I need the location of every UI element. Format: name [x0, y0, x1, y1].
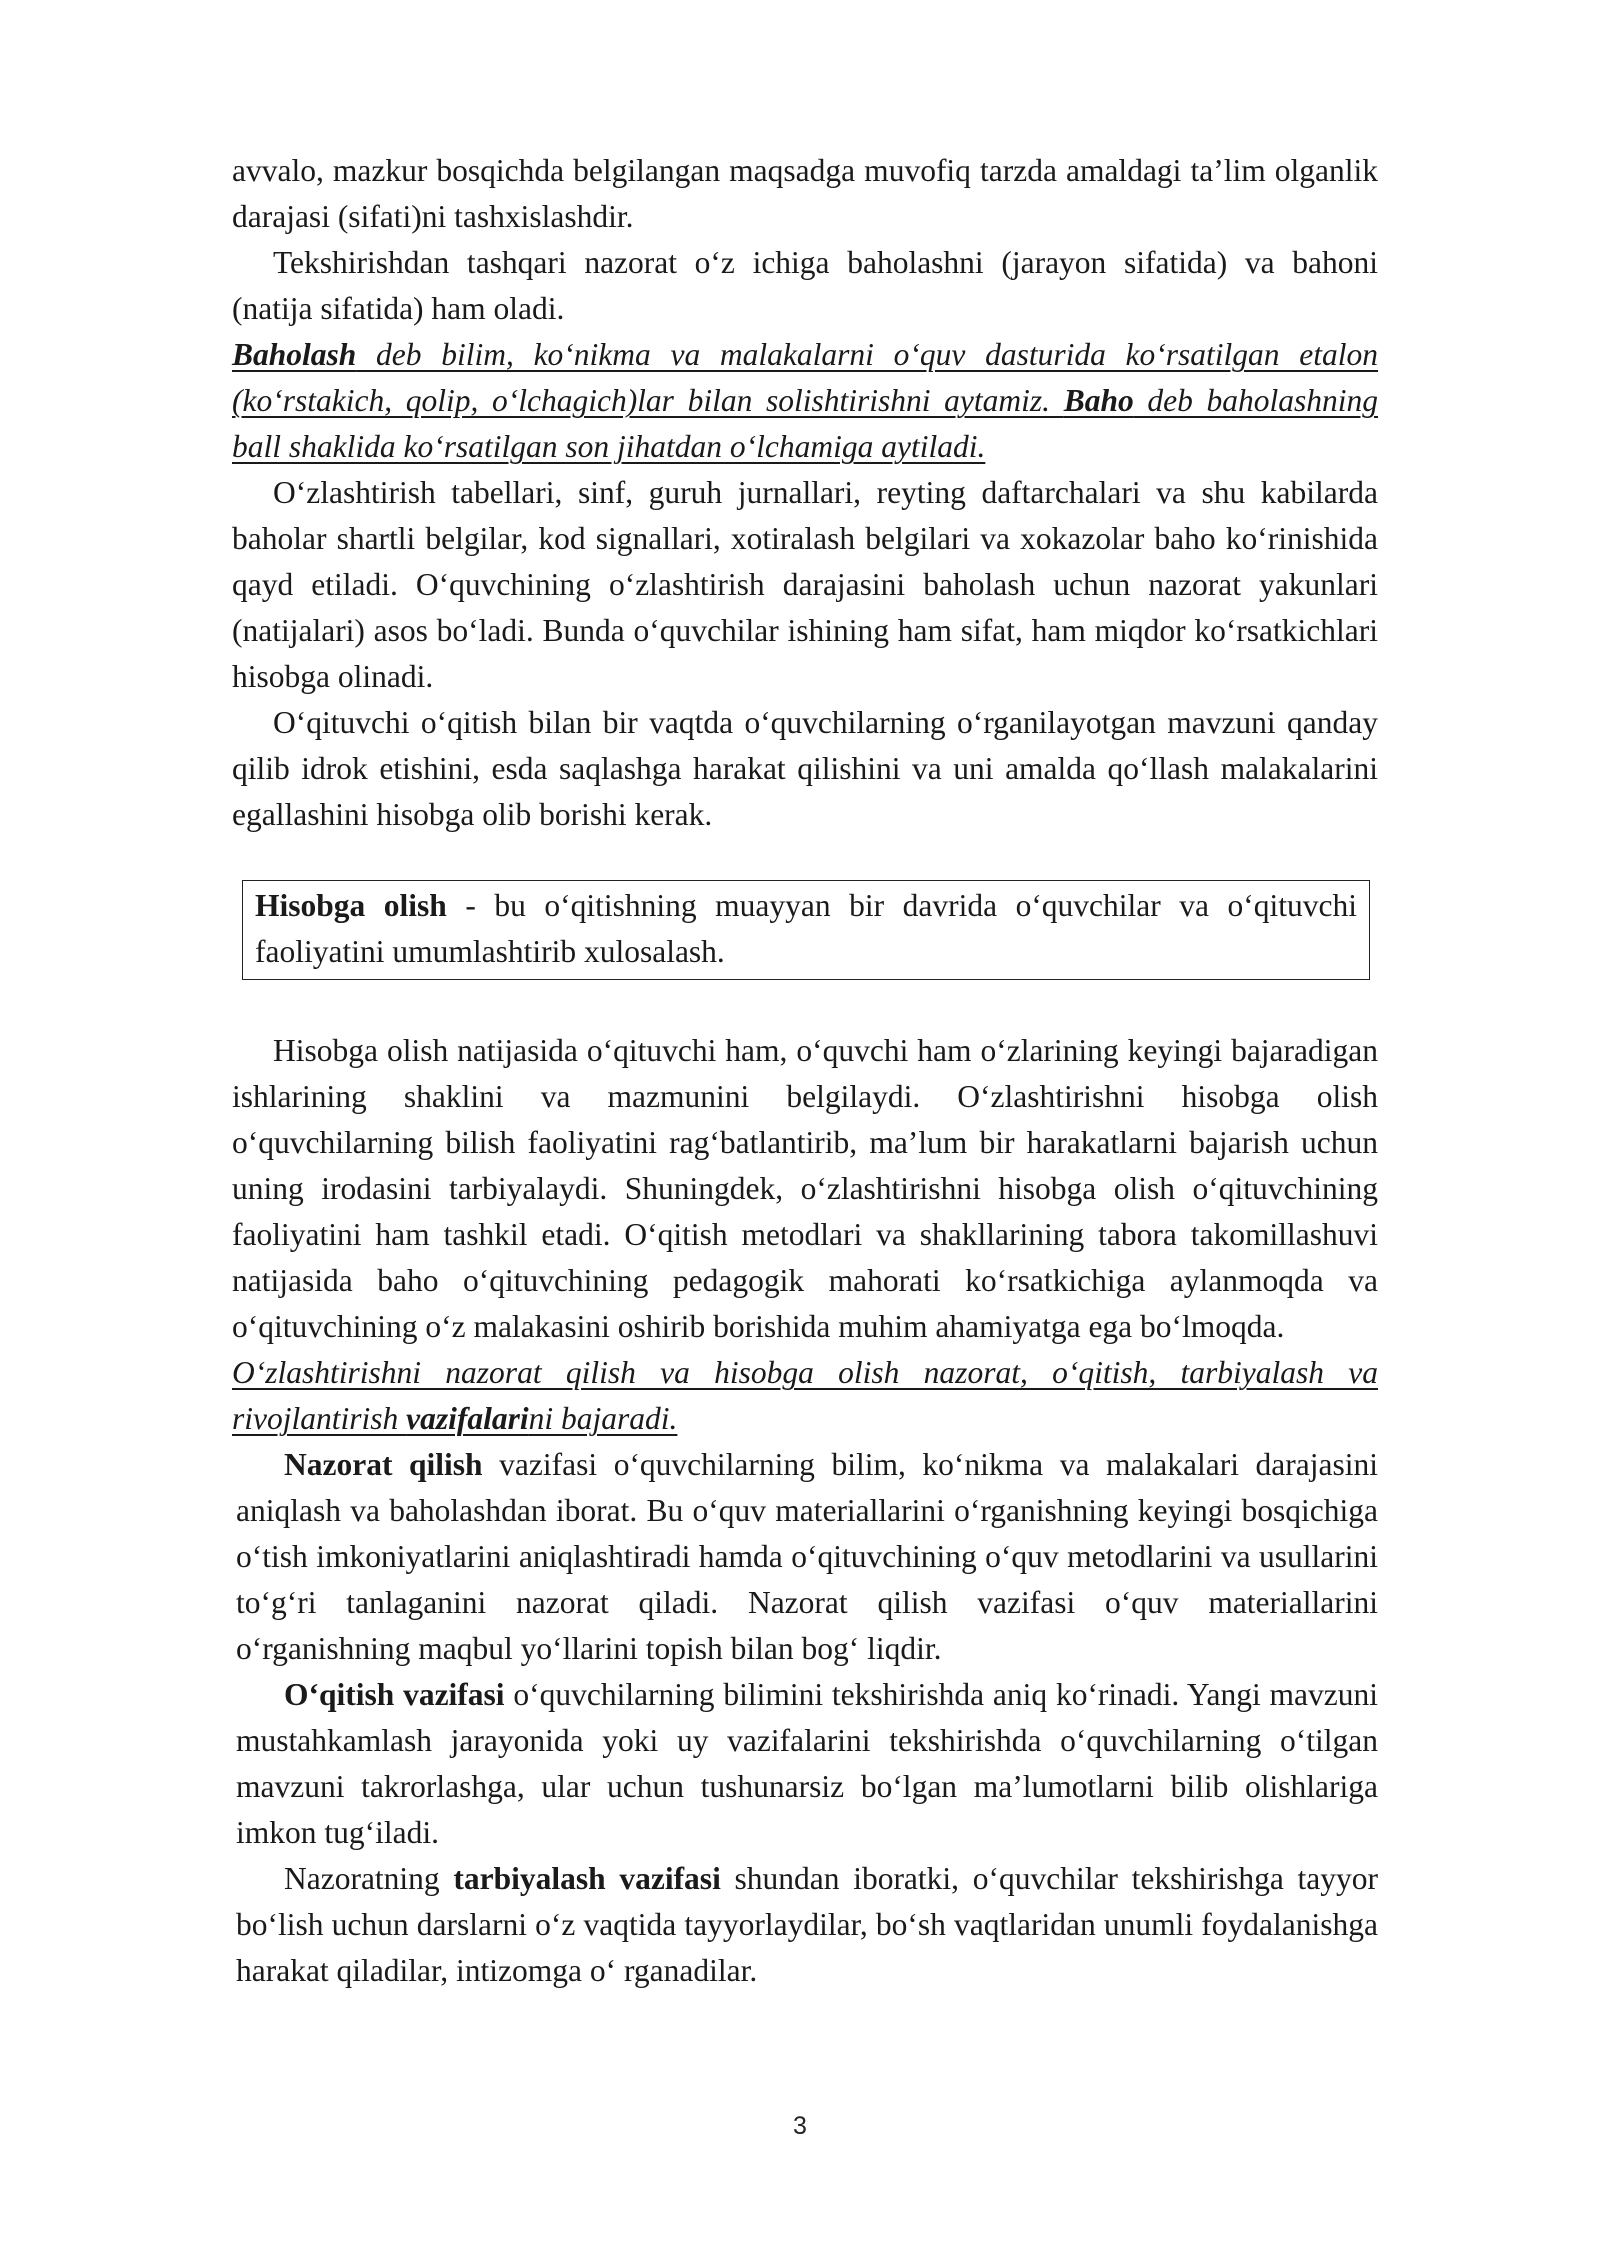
paragraph-teaching-function-text: o‘quvchilarning bilimini tekshirishda aniq ko‘rinadi. Yangi mavzuni mustahkamlash jarayonida yoki uy vazifalarini tekshirishda o‘quvchilarning o‘tilgan mavzuni takrorlashga, ular uchun tushunarsiz bo‘lgan ma’lumotlarni bilib olishlariga imkon tug‘iladi.	[236, 1677, 1378, 1850]
definition-baho-text: deb baholashning ball shaklida ko‘rsatilgan son jihatdan o‘lchamiga aytiladi.	[232, 383, 1378, 464]
definition-hisobga-olish-text: - bu o‘qitishning muayyan bir davrida o‘quvchilar va o‘qituvchi faoliyatini umumlashtirib xulosalash.	[255, 888, 1357, 969]
paragraph-upbringing-function	[232, 1856, 1378, 1994]
paragraph-control-includes: Tekshirishdan tashqari nazorat o‘z ichiga baholashni (jarayon sifatida) va bahoni (natija sifatida) ham oladi.	[232, 245, 1378, 326]
term-nazorat-qilish: Nazorat qilish	[284, 1447, 483, 1482]
paragraph-teacher: O‘qituvchi o‘qitish bilan bir vaqtda o‘quvchilarning o‘rganilayotgan mavzuni qanday qilib idrok etishini, esda saqlashga harakat qilishini va uni amalda qo‘llash malakalarini egallashini hisobga olib borishi kerak.	[232, 705, 1378, 832]
term-vazifalari: vazifalari	[406, 1401, 529, 1436]
paragraph-intro: avvalo, mazkur bosqichda belgilangan maqsadga muvofiq tarzda amaldagi ta’lim olganlik darajasi (sifati)ni tashxislashdir.	[232, 153, 1378, 234]
page-number: 3	[793, 2112, 807, 2140]
definition-baholash	[232, 332, 1378, 470]
definition-functions	[232, 1350, 1378, 1442]
paragraph-teaching-function	[232, 1672, 1378, 1856]
page-content	[232, 148, 1378, 1994]
term-hisobga-olish: Hisobga olish	[255, 888, 447, 923]
definition-box-hisobga-olish	[242, 880, 1370, 980]
definition-box-text	[255, 883, 1357, 975]
definition-functions-text: O‘zlashtirishni nazorat qilish va hisobga olish nazorat, o‘qitish, tarbiyalash va rivojlantirish	[232, 1355, 1378, 1436]
paragraph-accounting-results: Hisobga olish natijasida o‘qituvchi ham, o‘quvchi ham o‘zlarining keyingi bajaradigan ishlarining shaklini va mazmunini belgilaydi. O‘zlashtirishni hisobga olish o‘quvchilarning bilish faoliyatini rag‘batlantirib, ma’lum bir harakatlarni bajarish uchun uning irodasini tarbiyalaydi. Shuningdek, o‘zlashtirishni hisobga olish o‘qituvchining faoliyatini ham tashkil etadi. O‘qitish metodlari va shakllarining tabora takomillashuvi natijasida baho o‘qituvchining pedagogik mahorati ko‘rsatkichiga aylanmoqda va o‘qituvchining o‘z malakasini oshirib borishida muhim ahamiyatga ega bo‘lmoqda.	[232, 1033, 1378, 1344]
paragraph-control-function	[232, 1442, 1378, 1672]
definition-baholash-text: deb bilim, ko‘nikma va malakalarni o‘quv dasturida ko‘rsatilgan etalon (ko‘rstakich, qolip, o‘lchagich)lar bilan solishtirishni aytamiz.	[232, 337, 1378, 418]
paragraph-upbringing-function-pre: Nazoratning	[284, 1861, 454, 1896]
paragraph-records: O‘zlashtirish tabellari, sinf, guruh jurnallari, reyting daftarchalari va shu kabilarda baholar shartli belgilar, kod signallari, xotiralash belgilari va xokazolar baho ko‘rinishida qayd etiladi. O‘quvchining o‘zlashtirish darajasini baholash uchun nazorat yakunlari (natijalari) asos bo‘ladi. Bunda o‘quvchilar ishining ham sifat, ham miqdor ko‘rsatkichlari hisobga olinadi.	[232, 475, 1378, 694]
paragraph-upbringing-function-text: shundan iboratki, o‘quvchilar tekshirishga tayyor bo‘lish uchun darslarni o‘z vaqtida tayyorlaydilar, bo‘sh vaqtlaridan unumli foydalanishga harakat qiladilar, intizomga o‘ rganadilar.	[236, 1861, 1378, 1988]
term-baholash: Baholash	[232, 337, 357, 372]
term-baho: Baho	[1063, 383, 1134, 418]
definition-functions-tail: ni bajaradi.	[528, 1401, 678, 1436]
term-tarbiyalash-vazifasi: tarbiyalash vazifasi	[453, 1861, 721, 1896]
paragraph-control-function-text: vazifasi o‘quvchilarning bilim, ko‘nikma va malakalari darajasini aniqlash va baholashdan iborat. Bu o‘quv materiallarini o‘rganishning keyingi bosqichiga o‘tish imkoniyatlarini aniqlashtiradi hamda o‘qituvchining o‘quv metodlarini va usullarini to‘g‘ri tanlaganini nazorat qiladi. Nazorat qilish vazifasi o‘quv materiallarini o‘rganishning maqbul yo‘llarini topish bilan bog‘ liqdir.	[236, 1447, 1378, 1666]
term-oqitish-vazifasi: O‘qitish vazifasi	[284, 1677, 505, 1712]
